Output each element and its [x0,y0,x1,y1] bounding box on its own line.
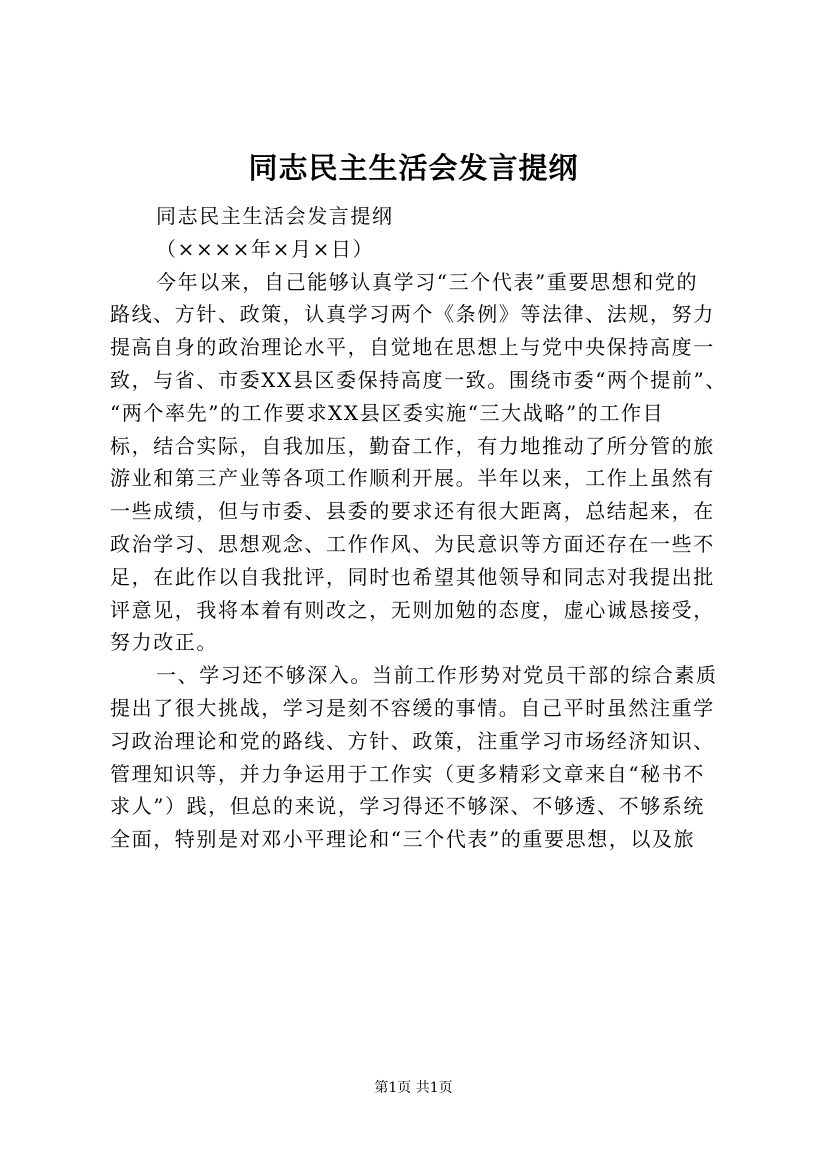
page-footer: 第1页 共1页 [374,1080,453,1096]
body-line: 同志民主生活会发言提纲 [156,204,394,228]
body-line: （××××年×月×日） [156,236,375,261]
body-line: 提高自身的政治理论水平，自觉地在思想上与党中央保持高度一 [110,335,715,360]
document-body [110,200,750,856]
document-title: 同志民主生活会发言提纲 [248,151,579,185]
body-line: 今年以来，自己能够认真学习“三个代表”重要思想和党的 [156,269,699,294]
body-line: 评意见，我将本着有则改之，无则加勉的态度，虚心诚恳接受， [110,597,715,622]
body-line: 足，在此作以自我批评，同时也希望其他领导和同志对我提出批 [110,564,715,589]
body-line: “两个率先”的工作要求XX县区委实施“三大战略”的工作目 [110,400,665,425]
body-line: 路线、方针、政策，认真学习两个《条例》等法律、法规，努力 [110,302,715,327]
body-line: 政治学习、思想观念、工作作风、为民意识等方面还存在一些不 [110,531,715,556]
body-line: 习政治理论和党的路线、方针、政策，注重学习市场经济知识、 [110,728,715,753]
body-line: 游业和第三产业等各项工作顺利开展。半年以来，工作上虽然有 [110,466,715,491]
body-line: 致，与省、市委XX县区委保持高度一致。围绕市委“两个提前”、 [110,367,727,392]
body-line: 一些成绩，但与市委、县委的要求还有很大距离，总结起来，在 [110,499,715,524]
body-line: 标，结合实际，自我加压，勤奋工作，有力地推动了所分管的旅 [110,433,715,458]
body-line: 求人”）践，但总的来说，学习得还不够深、不够透、不够系统 [110,794,706,819]
body-line: 全面，特别是对邓小平理论和“三个代表”的重要思想，以及旅 [110,827,696,852]
body-line: 一、学习还不够深入。当前工作形势对党员干部的综合素质 [156,663,718,688]
body-line: 努力改正。 [110,630,218,655]
body-line: 管理知识等，并力争运用于工作实（更多精彩文章来自“秘书不 [110,761,706,786]
body-line: 提出了很大挑战，学习是刻不容缓的事情。自己平时虽然注重学 [110,695,715,720]
